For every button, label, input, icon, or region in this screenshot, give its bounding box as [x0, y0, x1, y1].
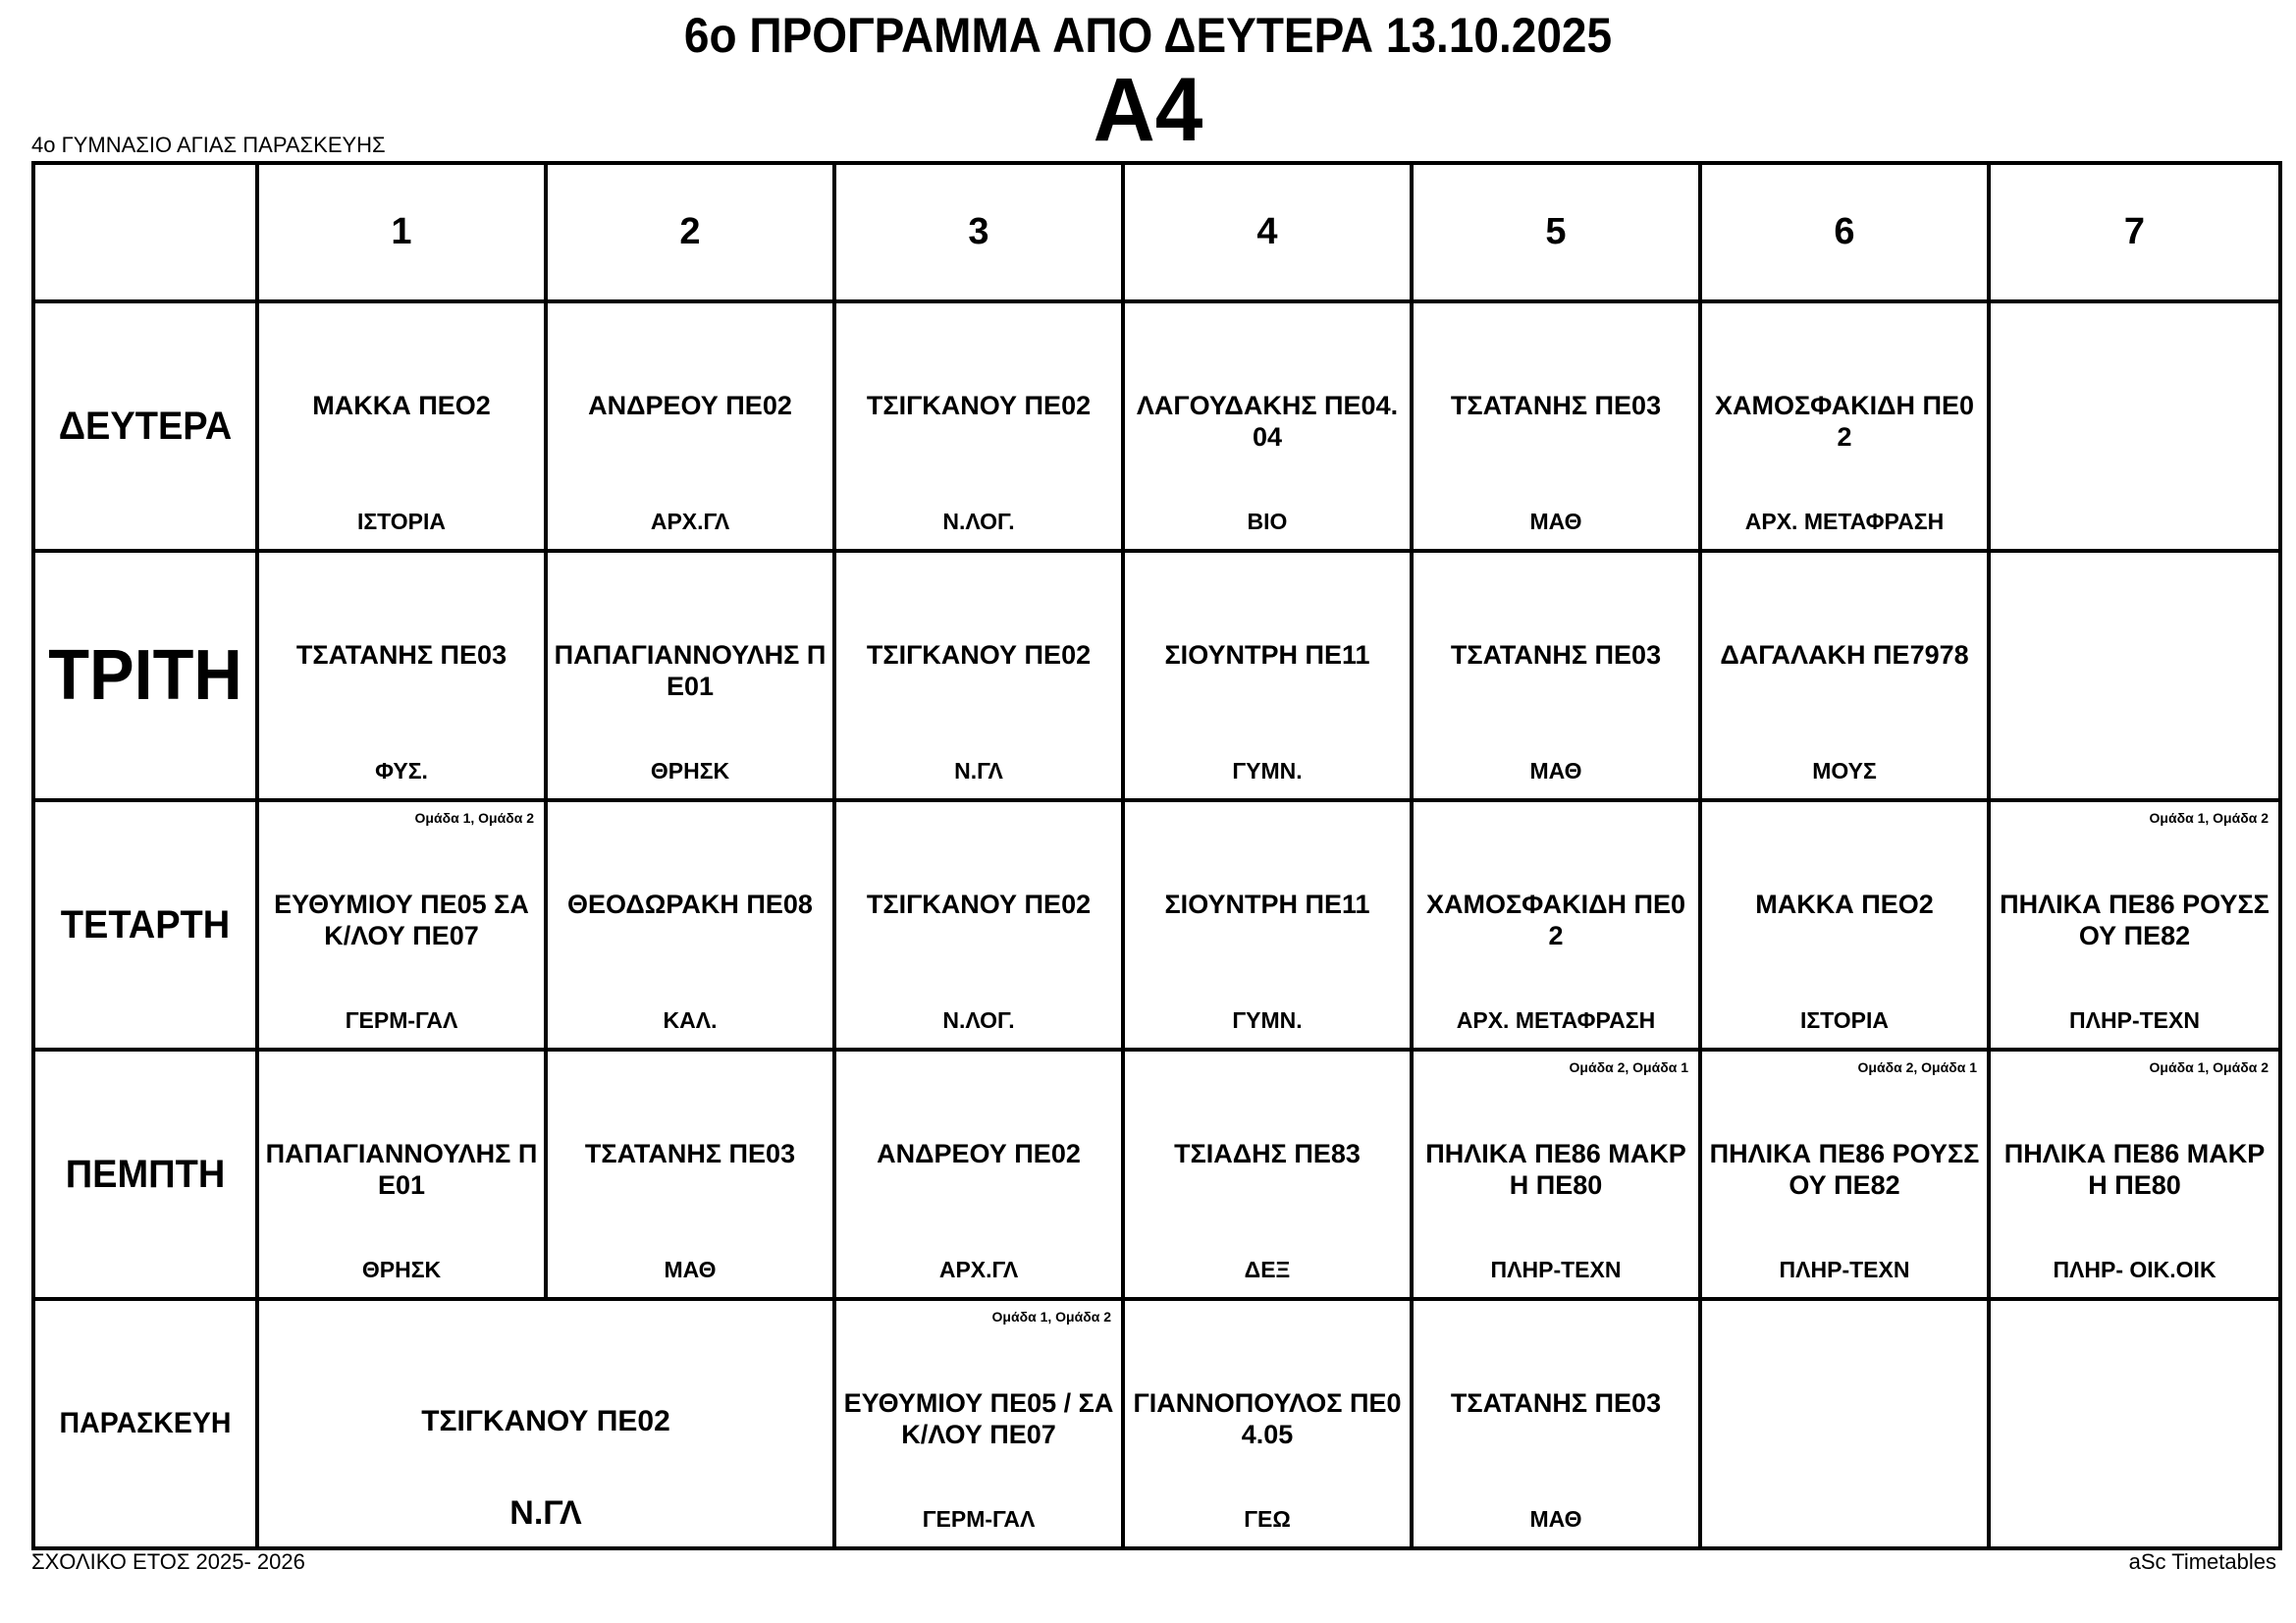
- lesson-cell: [1412, 551, 1700, 800]
- subject-name: ΔΕΞ: [1244, 1257, 1291, 1282]
- teacher-name: ΤΣΑΤΑΝΗΣ ΠΕ03: [584, 1139, 796, 1168]
- lesson-cell: [1123, 800, 1412, 1050]
- lesson-cell: [546, 1050, 834, 1299]
- teacher-name: ΓΙΑΝΝΟΠΟΥΛΟΣ ΠΕ04.05: [1133, 1388, 1402, 1449]
- generator-credit: aSc Timetables: [2128, 1549, 2276, 1574]
- lesson-cell: [546, 800, 834, 1050]
- group-label: Ομάδα 1, Ομάδα 2: [2149, 810, 2269, 826]
- day-cell: [33, 800, 257, 1050]
- corner-cell: [33, 163, 257, 301]
- period-header: [834, 163, 1123, 301]
- subject-name: ΑΡΧ.ΓΛ: [938, 1257, 1019, 1282]
- period-header: [1123, 163, 1412, 301]
- subject-name: ΓΕΩ: [1244, 1506, 1291, 1532]
- group-label: Ομάδα 2, Ομάδα 1: [1857, 1059, 1977, 1075]
- subject-name: ΘΡΗΣΚ: [650, 758, 730, 784]
- lesson-cell: [257, 1050, 546, 1299]
- subject-name: ΒΙΟ: [1247, 509, 1288, 534]
- period-header: [1412, 163, 1700, 301]
- period-header: [257, 163, 546, 301]
- lesson-cell: [1412, 1050, 1700, 1299]
- lesson-cell: [1123, 1050, 1412, 1299]
- subject-name: ΓΥΜΝ.: [1232, 1007, 1303, 1033]
- teacher-name: ΤΣΑΤΑΝΗΣ ΠΕ03: [1450, 640, 1662, 670]
- group-label: Ομάδα 2, Ομάδα 1: [1569, 1059, 1688, 1075]
- teacher-name: ΔΑΓΑΛΑΚΗ ΠΕ7978: [1720, 640, 1969, 670]
- day-row: [33, 1050, 2280, 1299]
- lesson-cell: [1700, 1050, 1989, 1299]
- lesson-cell: [1989, 1050, 2280, 1299]
- lesson-cell: [834, 551, 1123, 800]
- subject-name: Ν.ΓΛ: [509, 1494, 582, 1532]
- day-name: ΔΕΥΤΕΡΑ: [58, 404, 233, 448]
- period-number: 7: [2123, 211, 2146, 252]
- period-header-row: [33, 163, 2280, 301]
- subject-name: ΜΑΘ: [1529, 509, 1582, 534]
- teacher-name: ΤΣΙΓΚΑΝΟΥ ΠΕ02: [866, 391, 1092, 420]
- day-cell: [33, 301, 257, 551]
- subject-name: ΦΥΣ.: [375, 758, 428, 784]
- subject-name: ΙΣΤΟΡΙΑ: [356, 509, 447, 534]
- lesson-cell: [546, 551, 834, 800]
- subject-name: ΜΑΘ: [1529, 758, 1582, 784]
- period-number: 4: [1256, 211, 1278, 252]
- period-header: [1989, 163, 2280, 301]
- group-label: Ομάδα 1, Ομάδα 2: [991, 1309, 1111, 1325]
- teacher-name: ΤΣΙΓΚΑΝΟΥ ΠΕ02: [866, 640, 1092, 670]
- teacher-name: ΧΑΜΟΣΦΑΚΙΔΗ ΠΕ02: [1714, 391, 1975, 452]
- teacher-name: ΤΣΙΓΚΑΝΟΥ ΠΕ02: [421, 1405, 670, 1437]
- timetable-grid: [31, 161, 2282, 1550]
- subject-name: ΑΡΧ. ΜΕΤΑΦΡΑΣΗ: [1744, 509, 1945, 534]
- lesson-cell: [1989, 1299, 2280, 1548]
- lesson-cell: [1412, 301, 1700, 551]
- subject-name: ΙΣΤΟΡΙΑ: [1799, 1007, 1890, 1033]
- subject-name: ΑΡΧ. ΜΕΤΑΦΡΑΣΗ: [1456, 1007, 1656, 1033]
- teacher-name: ΠΑΠΑΓΙΑΝΝΟΥΛΗΣ ΠΕ01: [554, 640, 827, 701]
- teacher-name: ΠΗΛΙΚΑ ΠΕ86 ΡΟΥΣΣΟΥ ΠΕ82: [1709, 1139, 1980, 1200]
- teacher-name: ΑΝΔΡΕΟΥ ΠΕ02: [877, 1139, 1081, 1168]
- lesson-cell: [834, 1050, 1123, 1299]
- lesson-cell: [1700, 800, 1989, 1050]
- day-row: [33, 800, 2280, 1050]
- lesson-cell: [1700, 301, 1989, 551]
- group-label: Ομάδα 1, Ομάδα 2: [2149, 1059, 2269, 1075]
- teacher-name: ΜΑΚΚΑ ΠΕΟ2: [312, 391, 491, 420]
- teacher-name: ΠΗΛΙΚΑ ΠΕ86 ΜΑΚΡΗ ΠΕ80: [2003, 1139, 2266, 1200]
- teacher-name: ΤΣΙΓΚΑΝΟΥ ΠΕ02: [866, 890, 1092, 919]
- lesson-cell: [1989, 800, 2280, 1050]
- teacher-name: ΣΙΟΥΝΤΡΗ ΠΕ11: [1164, 890, 1370, 919]
- lesson-cell: [1989, 301, 2280, 551]
- day-name: ΠΑΡΑΣΚΕΥΗ: [59, 1407, 232, 1439]
- teacher-name: ΧΑΜΟΣΦΑΚΙΔΗ ΠΕ02: [1425, 890, 1686, 950]
- lesson-cell: [834, 1299, 1123, 1548]
- lesson-cell: [1123, 551, 1412, 800]
- subject-name: ΜΟΥΣ: [1812, 758, 1877, 784]
- subject-name: Ν.ΛΟΓ.: [942, 1007, 1015, 1033]
- subject-name: Ν.ΓΛ: [954, 758, 1003, 784]
- day-name: ΤΡΙΤΗ: [48, 636, 242, 715]
- lesson-cell: [1700, 1299, 1989, 1548]
- day-row: [33, 551, 2280, 800]
- day-name: ΠΕΜΠΤΗ: [65, 1152, 226, 1196]
- period-number: 5: [1545, 211, 1567, 252]
- teacher-name: ΜΑΚΚΑ ΠΕΟ2: [1755, 890, 1934, 919]
- subject-name: ΠΛΗΡ-ΤΕΧΝ: [1779, 1257, 1910, 1282]
- lesson-cell: [1123, 301, 1412, 551]
- group-label: Ομάδα 1, Ομάδα 2: [414, 810, 534, 826]
- subject-name: ΠΛΗΡ-ΤΕΧΝ: [2069, 1007, 2200, 1033]
- lesson-cell-double: [257, 1299, 834, 1548]
- day-cell: [33, 1050, 257, 1299]
- period-header: [546, 163, 834, 301]
- teacher-name: ΣΙΟΥΝΤΡΗ ΠΕ11: [1164, 640, 1370, 670]
- subject-name: ΓΥΜΝ.: [1232, 758, 1303, 784]
- lesson-cell: [1123, 1299, 1412, 1548]
- subject-name: ΚΑΛ.: [663, 1007, 718, 1033]
- school-year: ΣΧΟΛΙΚΟ ΕΤΟΣ 2025- 2026: [31, 1549, 305, 1574]
- teacher-name: ΤΣΑΤΑΝΗΣ ΠΕ03: [1450, 391, 1662, 420]
- teacher-name: ΛΑΓΟΥΔΑΚΗΣ ΠΕ04.04: [1136, 391, 1399, 452]
- lesson-cell: [1700, 551, 1989, 800]
- period-number: 6: [1834, 211, 1855, 252]
- lesson-cell: [1412, 1299, 1700, 1548]
- subject-name: ΜΑΘ: [664, 1257, 717, 1282]
- lesson-cell: [1989, 551, 2280, 800]
- teacher-name: ΤΣΙΑΔΗΣ ΠΕ83: [1174, 1139, 1361, 1168]
- period-number: 3: [968, 211, 989, 252]
- lesson-cell: [257, 551, 546, 800]
- period-number: 1: [391, 211, 412, 252]
- lesson-cell: [257, 301, 546, 551]
- teacher-name: ΤΣΑΤΑΝΗΣ ΠΕ03: [1450, 1388, 1662, 1418]
- class-name: Α4: [1093, 60, 1203, 160]
- lesson-cell: [546, 301, 834, 551]
- teacher-name: ΠΑΠΑΓΙΑΝΝΟΥΛΗΣ ΠΕ01: [265, 1139, 538, 1200]
- lesson-cell: [257, 800, 546, 1050]
- subject-name: ΓΕΡΜ-ΓΑΛ: [922, 1506, 1036, 1532]
- lesson-cell: [1412, 800, 1700, 1050]
- teacher-name: ΕΥΘΥΜΙΟΥ ΠΕ05 ΣΑΚ/ΛΟΥ ΠΕ07: [274, 890, 529, 950]
- subject-name: ΑΡΧ.ΓΛ: [650, 509, 730, 534]
- day-row: [33, 301, 2280, 551]
- period-header: [1700, 163, 1989, 301]
- subject-name: ΓΕΡΜ-ΓΑΛ: [345, 1007, 458, 1033]
- lesson-cell: [834, 301, 1123, 551]
- timetable-title: 6ο ΠΡΟΓΡΑΜΜΑ ΑΠΟ ΔΕΥΤΕΡΑ 13.10.2025: [683, 8, 1613, 63]
- period-number: 2: [679, 211, 701, 252]
- teacher-name: ΠΗΛΙΚΑ ΠΕ86 ΡΟΥΣΣΟΥ ΠΕ82: [2000, 890, 2269, 950]
- teacher-name: ΠΗΛΙΚΑ ΠΕ86 ΜΑΚΡΗ ΠΕ80: [1425, 1139, 1686, 1200]
- school-name: 4ο ΓΥΜΝΑΣΙΟ ΑΓΙΑΣ ΠΑΡΑΣΚΕΥΗΣ: [31, 133, 386, 157]
- subject-name: ΘΡΗΣΚ: [361, 1257, 442, 1282]
- subject-name: Ν.ΛΟΓ.: [942, 509, 1015, 534]
- day-cell: [33, 1299, 257, 1548]
- day-row: [33, 1299, 2280, 1548]
- teacher-name: ΤΣΑΤΑΝΗΣ ΠΕ03: [295, 640, 507, 670]
- subject-name: ΠΛΗΡ- ΟΙΚ.ΟΙΚ: [2053, 1257, 2216, 1282]
- teacher-name: ΑΝΔΡΕΟΥ ΠΕ02: [588, 391, 792, 420]
- subject-name: ΜΑΘ: [1529, 1506, 1582, 1532]
- subject-name: ΠΛΗΡ-ΤΕΧΝ: [1490, 1257, 1622, 1282]
- day-cell: [33, 551, 257, 800]
- teacher-name: ΕΥΘΥΜΙΟΥ ΠΕ05 / ΣΑΚ/ΛΟΥ ΠΕ07: [843, 1388, 1114, 1449]
- lesson-cell: [834, 800, 1123, 1050]
- day-name: ΤΕΤΑΡΤΗ: [60, 902, 231, 947]
- teacher-name: ΘΕΟΔΩΡΑΚΗ ΠΕ08: [567, 890, 813, 919]
